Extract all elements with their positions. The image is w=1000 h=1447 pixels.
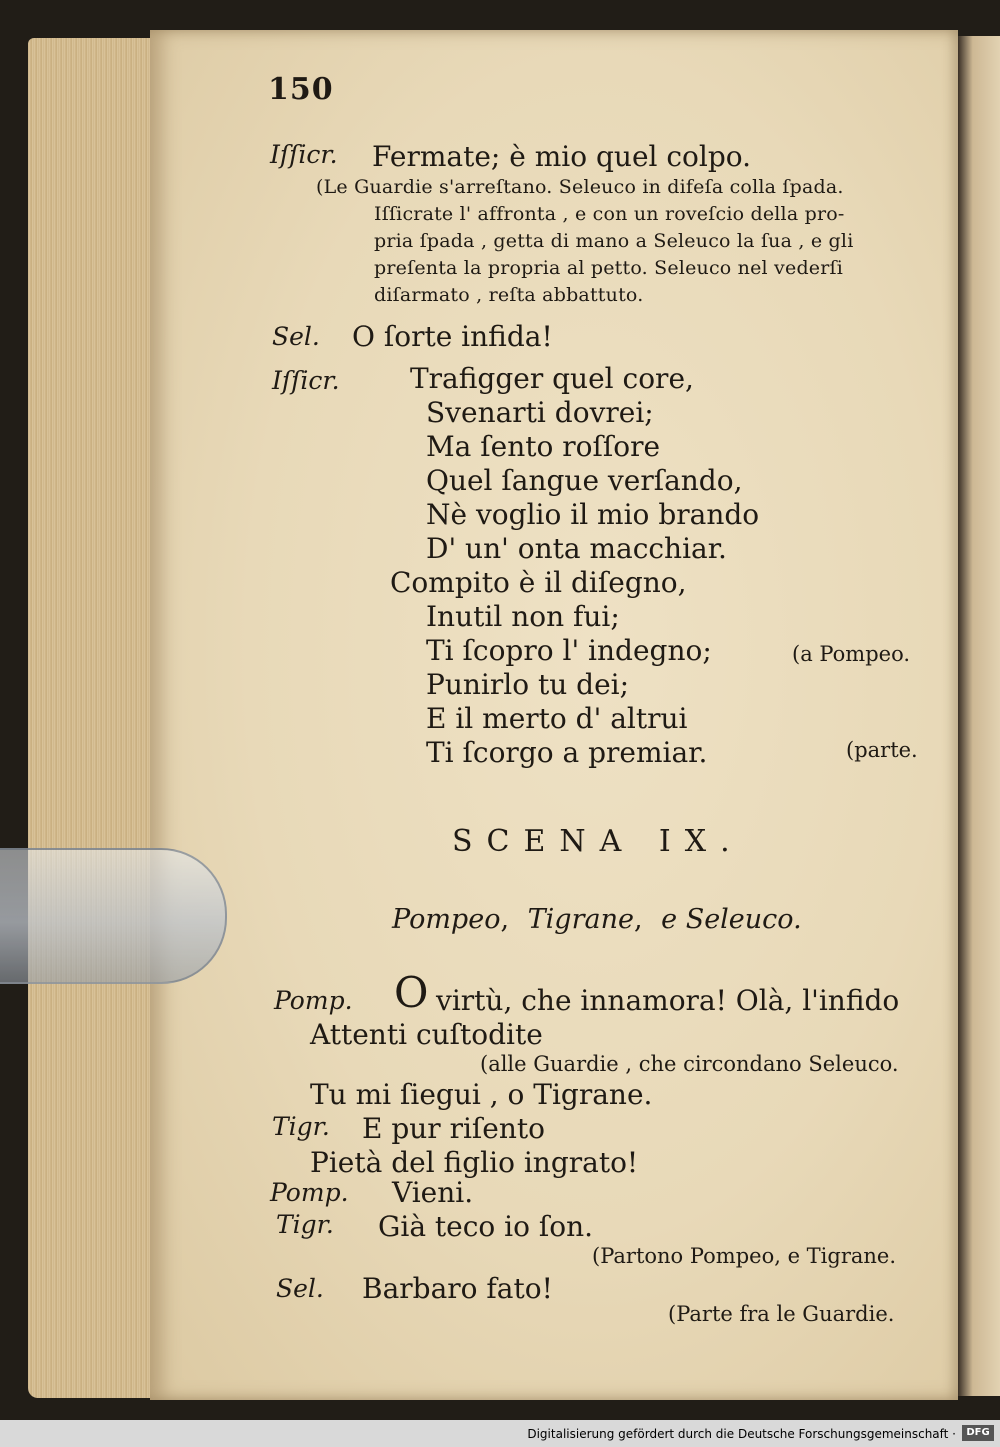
page-number: 150 [268,72,334,107]
stage-direction-line: (Le Guardie s'arreſtano. Seleuco in difeſa colla ſpada. [316,176,844,198]
stage-direction-line: preſenta la propria al petto. Seleuco nel vederſi [374,257,844,279]
funding-credit: Digitalisierung gefördert durch die Deutsche Forschungsgemeinschaft · [527,1427,956,1441]
dialogue-line: Attenti cuſtodite [310,1018,543,1051]
dialogue-line: Pietà del figlio ingrato! [310,1146,639,1179]
speaker-tigrane: Tigr. [272,1112,330,1141]
dialogue-line: virtù, che innamora! Olà, l'infido [436,984,900,1017]
verse-line: Punirlo tu dei; [426,668,630,701]
cast-separator: , [633,904,643,935]
verse-line: Quel ſangue verſando, [426,464,743,497]
cast-tigrane: Tigrane [527,904,634,935]
verse-line: Ti ſcopro l' indegno; [426,634,712,667]
verse-line: Svenarti dovrei; [426,396,654,429]
scene-heading: SCENA IX. [452,824,744,859]
dialogue-line: Già teco io ſon. [378,1210,594,1243]
speaker-tigrane: Tigr. [276,1210,334,1239]
verse-line: Ti ſcorgo a premiar. [426,736,708,769]
aside-to-pompeo: (a Pompeo. [792,642,911,666]
aside-exit: (parte. [846,738,918,762]
verse-line: E il merto d' altrui [426,702,688,735]
page-edges [28,38,168,1398]
dialogue-line: O ſorte infida! [352,320,553,353]
dialogue-line: Tu mi ſiegui , o Tigrane. [310,1078,653,1111]
verse-line: Nè voglio il mio brando [426,498,760,531]
stage-direction-line: diſarmato , reſta abbattuto. [374,284,644,306]
aside-exit: (Partono Pompeo, e Tigrane. [592,1244,897,1268]
speaker-issicrate: Iſſicr. [270,140,338,169]
stage-direction-line: pria ſpada , getta di mano a Seleuco la ſua , e gli [374,230,854,252]
cast-rest: e Seleuco. [661,904,802,935]
dialogue-line: Vieni. [392,1176,474,1209]
page-clip [0,848,227,984]
facing-page-edge [958,36,1000,1396]
verse-line: Trafigger quel core, [410,362,694,395]
cast-pompeo: Pompeo [392,904,501,935]
speaker-pompeo: Pomp. [270,1178,349,1207]
stage-direction-line: Iſſicrate l' affronta , e con un roveſcio della pro- [374,203,845,225]
dialogue-line: Fermate; è mio quel colpo. [372,140,752,173]
verse-line: Compito è il diſegno, [390,566,687,599]
speaker-seleuco: Sel. [272,322,320,351]
verse-line: D' un' onta macchiar. [426,532,727,565]
speaker-pompeo: Pomp. [274,986,353,1015]
footer-bar [0,1420,1000,1447]
dfg-logo: DFG [962,1425,994,1441]
cast-separator: , [500,904,510,935]
initial-letter: O [394,968,429,1017]
aside-exit: (Parte fra le Guardie. [668,1302,895,1326]
dialogue-line: Barbaro fato! [362,1272,553,1305]
verse-line: Ma ſento roſſore [426,430,661,463]
speaker-issicrate: Iſſicr. [272,366,340,395]
cast-list [392,904,802,935]
dialogue-line: E pur riſento [362,1112,545,1145]
verse-line: Inutil non fui; [426,600,620,633]
aside-to-guards: (alle Guardie , che circondano Seleuco. [480,1052,899,1076]
speaker-seleuco: Sel. [276,1274,324,1303]
